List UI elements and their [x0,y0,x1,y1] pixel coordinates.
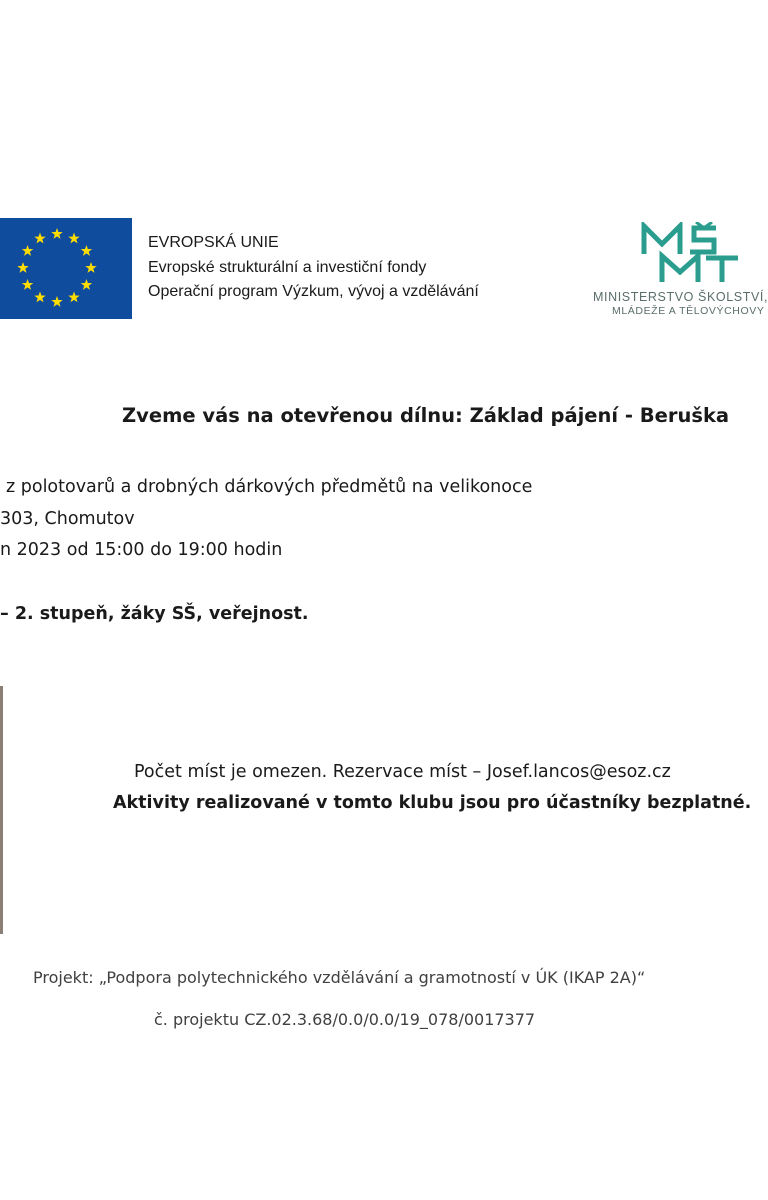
eu-star-icon [81,245,92,256]
project-number: č. projektu CZ.02.3.68/0.0/0.0/19_078/0017377 [154,1010,536,1029]
project-name: Projekt: „Podpora polytechnického vzdělávání a gramotností v ÚK (IKAP 2A)“ [33,968,646,987]
eu-star-icon [85,262,96,273]
eu-program-text: Operační program Výzkum, vývoj a vzdělávání [148,283,479,300]
msmt-monogram-icon [640,222,740,284]
eu-stars-icon [0,218,132,319]
eu-star-icon [34,233,45,244]
invitation-location: 303, Chomutov [0,509,135,529]
eu-star-icon [22,279,33,290]
reservation-text: Počet míst je omezen. Rezervace míst – Josef.lancos@esoz.cz [134,762,671,782]
free-activities-text: Aktivity realizované v tomto klubu jsou pro účastníky bezplatné. [113,793,752,813]
invitation-time: n 2023 od 15:00 do 19:00 hodin [0,540,283,560]
eu-flag-logo [0,218,132,319]
invitation-title: Zveme vás na otevřenou dílnu: Základ pájení - Beruška [122,404,730,427]
msmt-logo [640,222,740,284]
photo-edge [0,686,3,934]
eu-star-icon [51,228,62,239]
eu-star-icon [22,245,33,256]
eu-star-icon [34,291,45,302]
invitation-audience: – 2. stupeň, žáky SŠ, veřejnost. [0,604,309,624]
eu-funds-text: Evropské strukturální a investiční fondy [148,259,427,276]
eu-star-icon [68,291,79,302]
eu-star-icon [68,233,79,244]
eu-star-icon [51,296,62,307]
eu-star-icon [81,279,92,290]
msmt-name-line1: MINISTERSTVO ŠKOLSTVÍ, [593,290,768,304]
invitation-description: z polotovarů a drobných dárkových předmětů na velikonoce [6,477,533,497]
msmt-name-line2: MLÁDEŽE A TĚLOVÝCHOVY [612,305,765,317]
eu-title: EVROPSKÁ UNIE [148,234,279,251]
eu-star-icon [17,262,28,273]
